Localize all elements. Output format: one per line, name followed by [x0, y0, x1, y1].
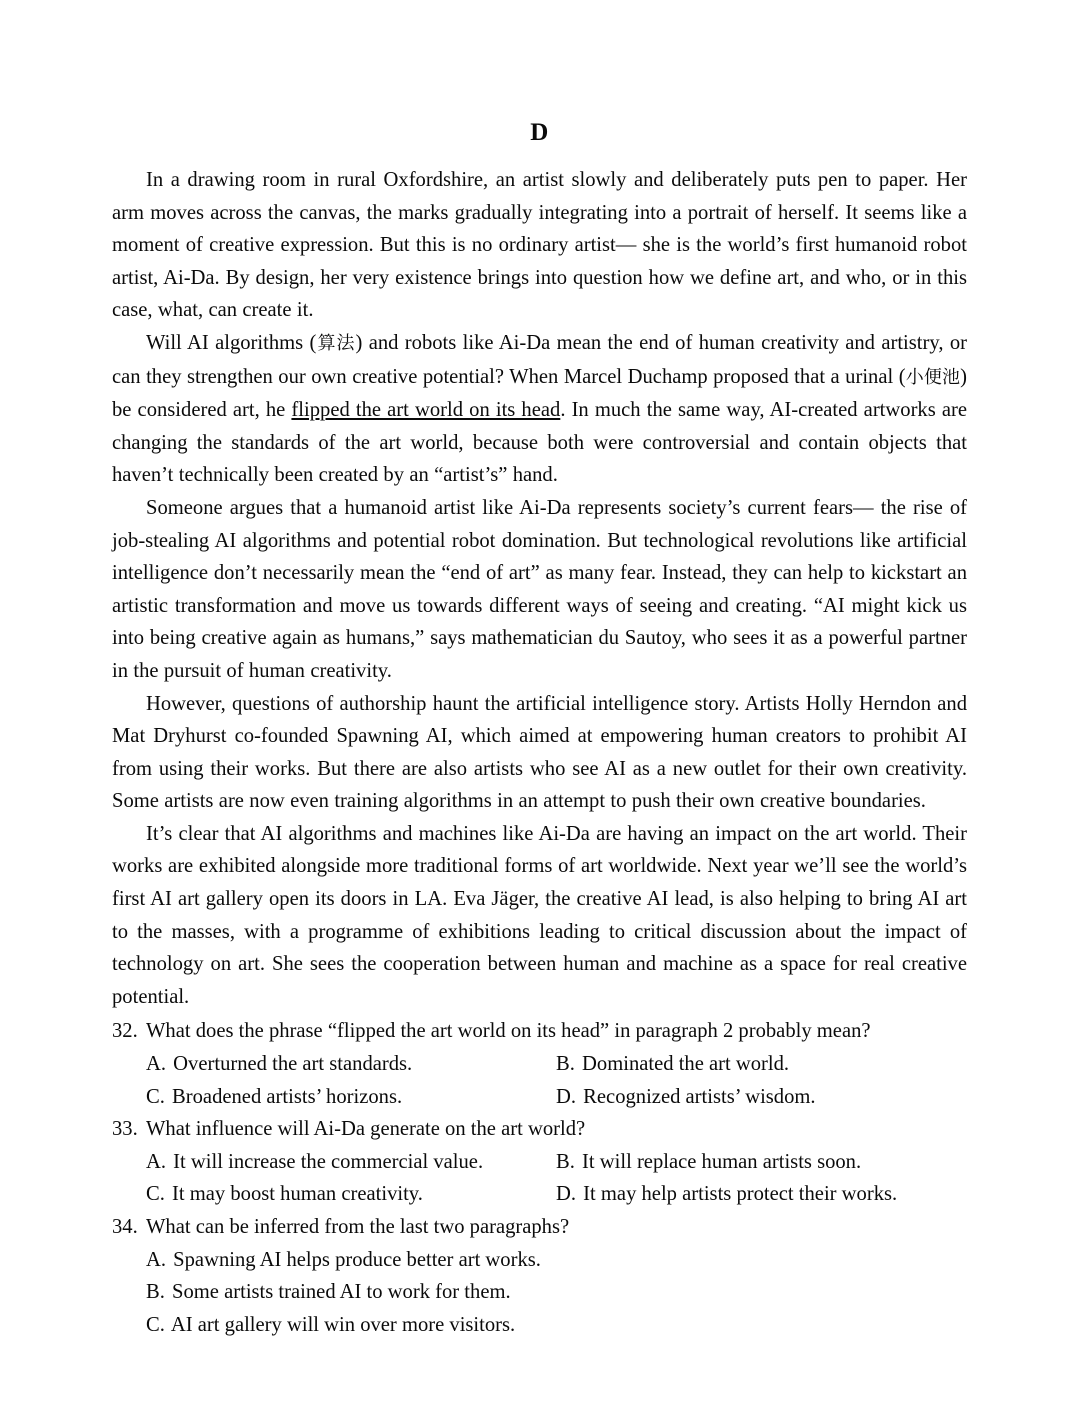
option-text: Dominated the art world.	[576, 1053, 790, 1076]
passage-text: It’s clear that AI algorithms and machines like Ai-Da are having an impact on the art world. Their works are exhibited alongside more traditional forms of art worldwide. Next year we’ll see the world’s first AI art gallery open its doors in LA. Eva Jäger, the creative AI lead, is also helping to bring AI art to the masses, with a programme of exhibitions leading to critical discussion about the impact of technology on art. She sees the cooperation between human and machine as a space for real creative potential.	[112, 822, 967, 1008]
option-text: Broadened artists’ horizons.	[166, 1085, 403, 1108]
answer-option-c[interactable]	[146, 1309, 967, 1342]
option-text: Overturned the art standards.	[168, 1053, 413, 1076]
answer-option-a[interactable]	[146, 1244, 967, 1277]
answer-options	[146, 1244, 967, 1342]
answer-option-b[interactable]	[556, 1048, 967, 1081]
question-stem	[112, 1211, 967, 1244]
answer-option-a[interactable]	[146, 1048, 556, 1081]
passage-text: However, questions of authorship haunt the artificial intelligence story. Artists Holly Herndon and Mat Dryhurst co-founded Spawning AI, which aimed at empowering human creators to prohibit AI from using their works. But there are also artists who see AI as a new outlet for their own creativity. Some artists are now even training algorithms in an attempt to push their own creative boundaries.	[112, 692, 967, 813]
question-block	[112, 1113, 967, 1211]
answer-option-b[interactable]	[556, 1146, 967, 1179]
chinese-gloss: 小便池	[905, 366, 961, 388]
question-text: What does the phrase “flipped the art world on its head” in paragraph 2 probably mean?	[146, 1020, 871, 1043]
option-label: B.	[556, 1150, 575, 1173]
question-text: What can be inferred from the last two paragraphs?	[146, 1216, 570, 1238]
passage-text: ) and robots like Ai-Da mean the end of human creativity and artistry, or can they strengthen our own creative potential? When Marcel Duchamp proposed that a urinal (	[112, 331, 967, 388]
answer-option-a[interactable]	[146, 1146, 556, 1179]
answer-option-b[interactable]	[146, 1276, 967, 1309]
answer-option-c[interactable]	[146, 1178, 556, 1211]
passage-text: In a drawing room in rural Oxfordshire, an artist slowly and deliberately puts pen to paper. Her arm moves across the canvas, the marks gradually integrating into a portrait of herself. It seems like a moment of creative expression. But this is no ordinary artist— she is the world’s first humanoid robot artist, Ai-Da. By design, her very existence brings into question how we define art, and who, or in this case, what, can create it.	[112, 169, 967, 322]
question-number: 34.	[112, 1216, 138, 1238]
option-label: D.	[556, 1183, 577, 1206]
passage-text: Will AI algorithms (	[146, 331, 317, 354]
passage-paragraph	[112, 688, 967, 818]
option-label: B.	[146, 1281, 165, 1304]
option-text: Spawning AI helps produce better art works.	[168, 1248, 541, 1271]
option-label: C.	[146, 1183, 165, 1206]
option-label: C.	[146, 1085, 165, 1108]
question-stem	[112, 1015, 967, 1048]
underlined-phrase: flipped the art world on its head	[291, 399, 561, 422]
section-heading: D	[530, 119, 549, 146]
answer-option-d[interactable]	[556, 1178, 967, 1211]
passage-text: . In much the same way, AI-created artworks are changing the standards of the art world, because both were controversial and contain objects that haven’t technically been created by an “artist’s” hand.	[112, 399, 967, 487]
option-label: A.	[146, 1248, 167, 1271]
option-label: D.	[556, 1085, 577, 1108]
option-label: A.	[146, 1053, 167, 1076]
passage-text: ) be considered art, he	[112, 365, 967, 422]
passage-paragraph	[112, 492, 967, 688]
option-text: AI art gallery will win over more visitors.	[166, 1313, 516, 1336]
option-label: C.	[146, 1313, 165, 1336]
option-label: A.	[146, 1150, 167, 1173]
answer-option-d[interactable]	[556, 1081, 967, 1114]
option-text: It may boost human creativity.	[166, 1183, 423, 1206]
question-text: What influence will Ai-Da generate on the art world?	[146, 1118, 586, 1141]
question-block	[112, 1015, 967, 1113]
passage-paragraph	[112, 818, 967, 1014]
option-label: B.	[556, 1053, 575, 1076]
chinese-gloss: 算法	[316, 332, 356, 354]
option-text: Recognized artists’ wisdom.	[578, 1085, 816, 1108]
answer-option-c[interactable]	[146, 1081, 556, 1114]
questions-section	[112, 1015, 967, 1341]
question-stem	[112, 1113, 967, 1146]
passage-paragraph	[112, 327, 967, 492]
answer-options	[146, 1146, 967, 1211]
passage-paragraph	[112, 164, 967, 327]
passage-text: Someone argues that a humanoid artist like Ai-Da represents society’s current fears— the rise of job-stealing AI algorithms and potential robot domination. But technological revolutions like artificial intelligence don’t necessarily mean the “end of art” as many fear. Instead, they can help to kickstart an artistic transformation and move us towards different ways of seeing and creating. “AI might kick us into being creative again as humans,” says mathematician du Sautoy, who sees it as a powerful partner in the pursuit of human creativity.	[112, 496, 967, 682]
question-block	[112, 1211, 967, 1341]
page-content	[112, 118, 967, 1341]
option-text: Some artists trained AI to work for them.	[166, 1281, 511, 1304]
answer-options	[146, 1048, 967, 1113]
option-text: It will increase the commercial value.	[168, 1150, 484, 1173]
option-text: It will replace human artists soon.	[576, 1150, 862, 1173]
passage-body	[112, 164, 967, 1013]
question-number: 33.	[112, 1118, 138, 1141]
option-text: It may help artists protect their works.	[578, 1183, 898, 1206]
question-number: 32.	[112, 1020, 138, 1043]
